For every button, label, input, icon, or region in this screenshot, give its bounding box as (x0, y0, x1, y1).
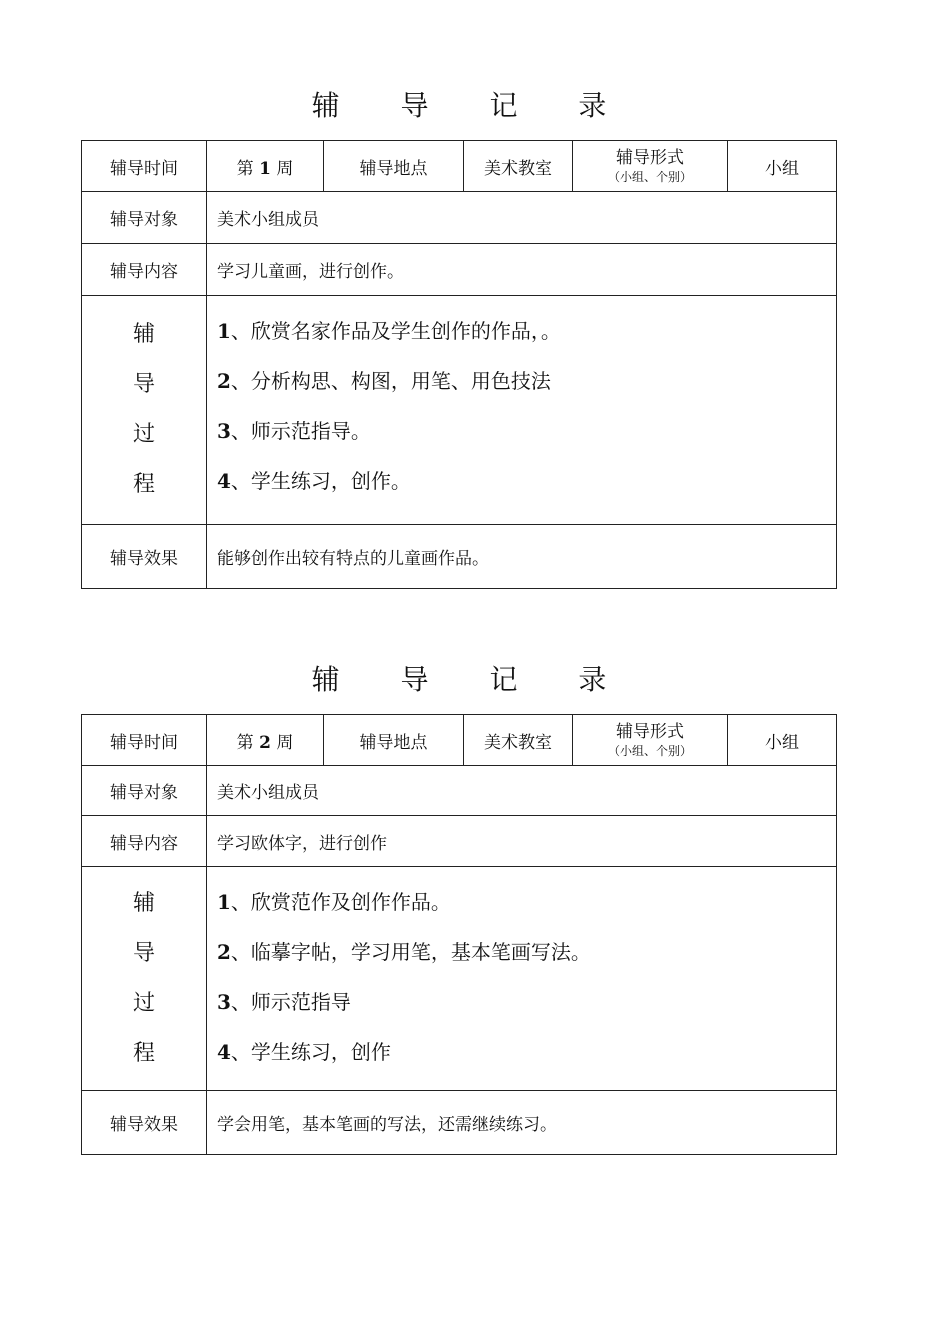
record-2 (81, 658, 837, 1155)
step-item: 1、欣赏名家作品及学生创作的作品，。 (217, 319, 561, 343)
step-item: 3、师示范指导。 (217, 419, 371, 443)
record-title: 辅 导 记 录 (311, 89, 633, 122)
content-label: 辅导内容 (82, 816, 207, 867)
location-value: 美术教室 (464, 715, 573, 766)
record-1 (81, 84, 837, 589)
location-label: 辅导地点 (324, 715, 464, 766)
form-value: 小组 (728, 141, 837, 192)
step-item: 4、学生练习，创作。 (217, 469, 411, 493)
record-table (81, 714, 837, 1155)
record-title: 辅 导 记 录 (311, 663, 633, 696)
week-value: 第 2 周 (207, 715, 324, 766)
form-label: 辅导形式 （小组、个别） (573, 141, 728, 192)
record-table (81, 140, 837, 589)
process-steps (207, 867, 837, 1091)
target-value: 美术小组成员 (207, 192, 837, 244)
location-value: 美术教室 (464, 141, 573, 192)
form-value: 小组 (728, 715, 837, 766)
process-steps (207, 296, 837, 525)
target-value: 美术小组成员 (207, 766, 837, 816)
content-value: 学习儿童画，进行创作。 (207, 244, 837, 296)
effect-value: 学会用笔，基本笔画的写法，还需继续练习。 (207, 1091, 837, 1155)
content-value: 学习欧体字，进行创作 (207, 816, 837, 867)
week-value: 第 1 周 (207, 141, 324, 192)
step-item: 4、学生练习，创作 (217, 1040, 391, 1064)
time-label: 辅导时间 (82, 141, 207, 192)
process-label: 辅 导 过 程 (82, 867, 207, 1091)
step-item: 2、分析构思、构图，用笔、用色技法 (217, 369, 551, 393)
step-item: 1、欣赏范作及创作作品。 (217, 890, 451, 914)
form-note: （小组、个别） (607, 744, 692, 758)
effect-label: 辅导效果 (82, 1091, 207, 1155)
time-label: 辅导时间 (82, 715, 207, 766)
step-item: 2、临摹字帖，学习用笔，基本笔画写法。 (217, 940, 591, 964)
content-label: 辅导内容 (82, 244, 207, 296)
step-item: 3、师示范指导 (217, 990, 351, 1014)
process-label: 辅 导 过 程 (82, 296, 207, 525)
effect-label: 辅导效果 (82, 525, 207, 589)
location-label: 辅导地点 (324, 141, 464, 192)
target-label: 辅导对象 (82, 766, 207, 816)
form-label: 辅导形式 （小组、个别） (573, 715, 728, 766)
form-note: （小组、个别） (607, 170, 692, 184)
target-label: 辅导对象 (82, 192, 207, 244)
effect-value: 能够创作出较有特点的儿童画作品。 (207, 525, 837, 589)
